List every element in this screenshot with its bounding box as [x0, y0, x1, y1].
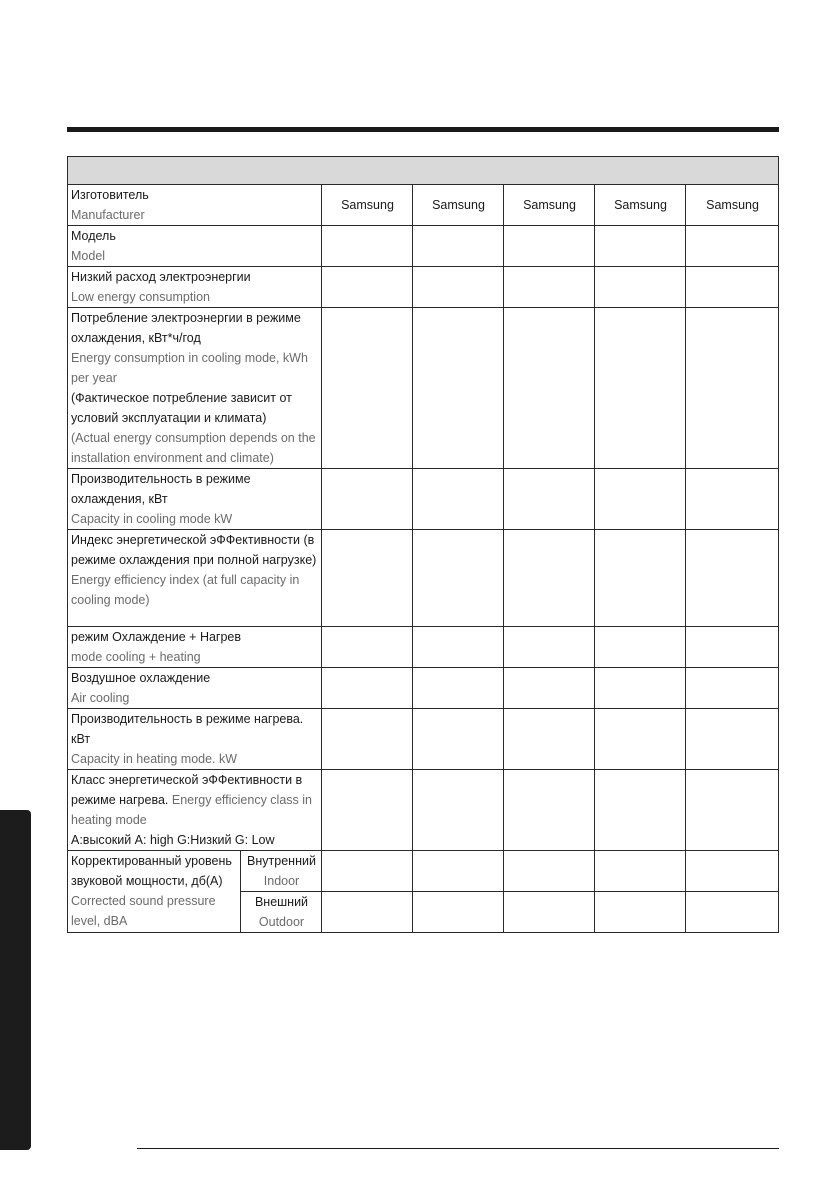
value-cell: [322, 469, 413, 530]
spec-table: [67, 156, 779, 933]
value-cell: [504, 892, 595, 933]
value-cell: [686, 709, 779, 770]
label-en: Energy consumption in cooling mode, kWh per year: [71, 351, 308, 385]
value-cell: [504, 851, 595, 892]
row-low-energy: [68, 267, 779, 308]
side-section-tab: [0, 810, 31, 1150]
row-energy-cooling: [68, 308, 779, 469]
value-cell: [322, 267, 413, 308]
row-capacity-cooling: [68, 469, 779, 530]
label-en: Manufacturer: [71, 208, 145, 222]
label-scale: A:высокий A: high G:Низкий G: Low: [71, 833, 275, 847]
value-cell: [686, 530, 779, 627]
value-cell: [504, 226, 595, 267]
label-ru: Воздушное охлаждение: [71, 671, 211, 685]
value-cell: [686, 892, 779, 933]
label-en: Energy efficiency index (at full capacity in cooling mode): [71, 573, 300, 607]
label-en: Air cooling: [71, 691, 130, 705]
value-cell: [686, 469, 779, 530]
label-low-energy: [68, 267, 322, 308]
label-ru: Модель: [71, 229, 116, 243]
label-ru: Класс энергетической эФФективности в режиме нагрева.: [71, 773, 303, 807]
value-cell: [322, 770, 413, 851]
value-cell: [413, 308, 504, 469]
value-cell: [413, 627, 504, 668]
value-cell: [413, 668, 504, 709]
label-model: [68, 226, 322, 267]
value-cell: [322, 308, 413, 469]
value-cell: [322, 851, 413, 892]
label-en: Energy efficiency class in heating mode: [71, 793, 312, 827]
row-mode: [68, 627, 779, 668]
manufacturer-value: Samsung: [504, 185, 595, 226]
value-cell: [595, 668, 686, 709]
value-cell: [595, 267, 686, 308]
value-cell: [686, 308, 779, 469]
sub-label-indoor: [241, 851, 322, 892]
label-en-note: (Actual energy consumption depends on the installation environment and climate): [71, 431, 316, 465]
sub-label-outdoor: [241, 892, 322, 933]
label-energy-class: [68, 770, 322, 851]
table-header-row: [68, 157, 779, 185]
label-en: Indoor: [263, 874, 300, 888]
value-cell: [686, 226, 779, 267]
value-cell: [595, 308, 686, 469]
label-capacity-cooling: [68, 469, 322, 530]
label-mode: [68, 627, 322, 668]
value-cell: [322, 530, 413, 627]
row-air-cooling: [68, 668, 779, 709]
value-cell: [413, 770, 504, 851]
value-cell: [504, 267, 595, 308]
label-en: Low energy consumption: [71, 290, 210, 304]
value-cell: [595, 851, 686, 892]
label-en: Capacity in cooling mode kW: [71, 512, 233, 526]
label-manufacturer: [68, 185, 322, 226]
label-energy-cooling: [68, 308, 322, 469]
value-cell: [413, 267, 504, 308]
value-cell: [504, 668, 595, 709]
value-cell: [686, 770, 779, 851]
value-cell: [686, 267, 779, 308]
label-ru: Корректированный уровень звуковой мощности, дб(А): [71, 854, 232, 888]
value-cell: [504, 469, 595, 530]
row-eei: [68, 530, 779, 627]
manufacturer-value: Samsung: [686, 185, 779, 226]
value-cell: [686, 851, 779, 892]
table-header-cell: [68, 157, 779, 185]
value-cell: [504, 530, 595, 627]
value-cell: [595, 770, 686, 851]
value-cell: [322, 668, 413, 709]
label-ru: режим Охлаждение + Нагрев: [71, 630, 242, 644]
row-manufacturer: [68, 185, 779, 226]
bottom-rule: [137, 1148, 779, 1149]
value-cell: [595, 226, 686, 267]
value-cell: [413, 530, 504, 627]
value-cell: [413, 892, 504, 933]
value-cell: [413, 226, 504, 267]
value-cell: [595, 469, 686, 530]
label-en: mode cooling + heating: [71, 650, 201, 664]
manufacturer-value: Samsung: [413, 185, 504, 226]
value-cell: [322, 709, 413, 770]
manufacturer-value: Samsung: [595, 185, 686, 226]
value-cell: [322, 627, 413, 668]
value-cell: [504, 627, 595, 668]
manufacturer-value: Samsung: [322, 185, 413, 226]
value-cell: [504, 308, 595, 469]
label-ru: Производительность в режиме охлаждения, кВт: [71, 472, 251, 506]
row-energy-class: [68, 770, 779, 851]
label-ru: Потребление электроэнергии в режиме охлаждения, кВт*ч/год: [71, 311, 301, 345]
label-ru: Внутренний: [247, 854, 316, 868]
label-ru: Внешний: [254, 895, 309, 909]
label-eei: [68, 530, 322, 627]
value-cell: [595, 530, 686, 627]
label-ru: Индекс энергетической эФФективности (в режиме охлаждения при полной нагрузке): [71, 533, 317, 567]
label-en: Outdoor: [258, 915, 305, 929]
value-cell: [504, 770, 595, 851]
row-sound-indoor: [68, 851, 779, 892]
label-capacity-heating: [68, 709, 322, 770]
value-cell: [595, 709, 686, 770]
label-en: Corrected sound pressure level, dBA: [71, 894, 216, 928]
label-air-cooling: [68, 668, 322, 709]
value-cell: [686, 627, 779, 668]
value-cell: [322, 892, 413, 933]
value-cell: [413, 469, 504, 530]
value-cell: [413, 851, 504, 892]
value-cell: [595, 892, 686, 933]
value-cell: [595, 627, 686, 668]
value-cell: [413, 709, 504, 770]
label-ru: Низкий расход электроэнергии: [71, 270, 251, 284]
label-sound: [68, 851, 241, 933]
label-en: Model: [71, 249, 106, 263]
value-cell: [686, 668, 779, 709]
label-en: Capacity in heating mode. kW: [71, 752, 238, 766]
label-ru-note: (Фактическое потребление зависит от условий эксплуатации и климата): [71, 391, 292, 425]
label-ru: Изготовитель: [71, 188, 149, 202]
label-ru: Производительность в режиме нагрева. кВт: [71, 712, 304, 746]
row-model: [68, 226, 779, 267]
top-rule: [67, 127, 779, 132]
value-cell: [322, 226, 413, 267]
row-capacity-heating: [68, 709, 779, 770]
value-cell: [504, 709, 595, 770]
